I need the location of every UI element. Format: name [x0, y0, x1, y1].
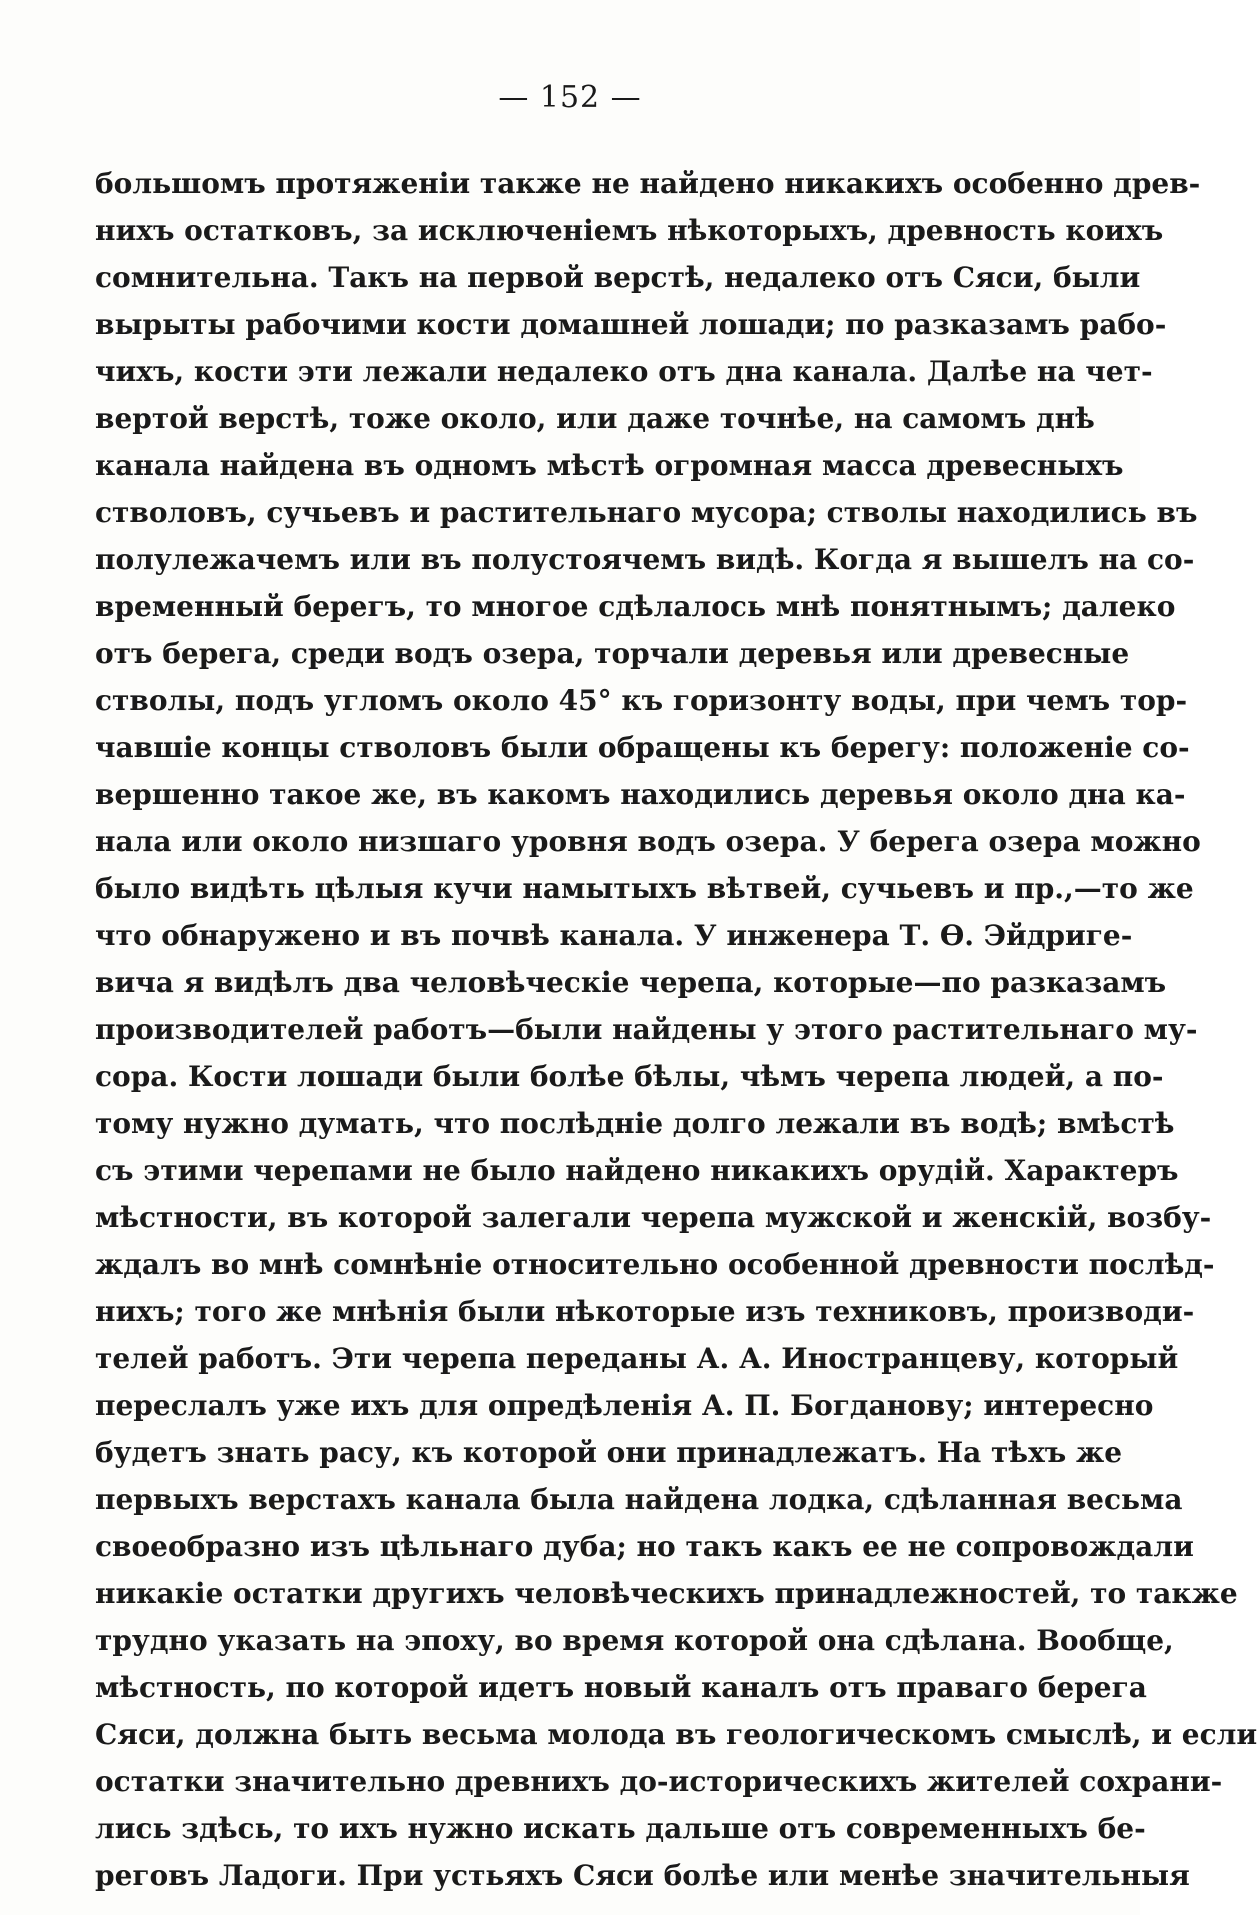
text-line: нихъ остатковъ, за исключеніемъ нѣкоторыхъ, древность коихъ: [95, 214, 1164, 247]
text-line: вершенно такое же, въ какомъ находились деревья около дна ка-: [95, 778, 1186, 811]
text-line: переслалъ уже ихъ для опредѣленія А. П. Богданову; интересно: [95, 1389, 1154, 1422]
text-line: канала найдена въ одномъ мѣстѣ огромная масса древесныхъ: [95, 449, 1124, 482]
text-line: первыхъ верстахъ канала была найдена лодка, сдѣланная весьма: [95, 1483, 1183, 1516]
text-line: нала или около низшаго уровня водъ озера. У берега озера можно: [95, 825, 1201, 858]
text-line: что обнаружено и въ почвѣ канала. У инженера Т. Ѳ. Эйдриге-: [95, 919, 1133, 952]
text-line: телей работъ. Эти черепа переданы А. А. Иностранцеву, который: [95, 1342, 1179, 1375]
text-line: лись здѣсь, то ихъ нужно искать дальше отъ современныхъ бе-: [95, 1812, 1146, 1845]
text-line: вырыты рабочими кости домашней лошади; по разказамъ рабо-: [95, 308, 1167, 341]
text-line: сомнительна. Такъ на первой верстѣ, недалеко отъ Сяси, были: [95, 261, 1141, 294]
text-line: мѣстность, по которой идетъ новый каналъ отъ праваго берега: [95, 1671, 1147, 1704]
text-line: стволовъ, сучьевъ и растительнаго мусора; стволы находились въ: [95, 496, 1198, 529]
text-line: съ этими черепами не было найдено никакихъ орудій. Характеръ: [95, 1154, 1179, 1187]
text-line: будетъ знать расу, къ которой они принадлежатъ. На тѣхъ же: [95, 1436, 1123, 1469]
text-line: сора. Кости лошади были болѣе бѣлы, чѣмъ черепа людей, а по-: [95, 1060, 1164, 1093]
text-line: вертой верстѣ, тоже около, или даже точнѣе, на самомъ днѣ: [95, 402, 1095, 435]
text-line: тому нужно думать, что послѣдніе долго лежали въ водѣ; вмѣстѣ: [95, 1107, 1175, 1140]
text-line: временный берегъ, то многое сдѣлалось мнѣ понятнымъ; далеко: [95, 590, 1176, 623]
body-text: [95, 160, 1257, 1899]
text-line: никакіе остатки другихъ человѣческихъ принадлежностей, то также: [95, 1577, 1238, 1610]
text-line: производителей работъ—были найдены у этого растительнаго му-: [95, 1013, 1198, 1046]
text-line: чихъ, кости эти лежали недалеко отъ дна канала. Далѣе на чет-: [95, 355, 1153, 388]
text-line: реговъ Ладоги. При устьяхъ Сяси болѣе или менѣе значительныя: [95, 1859, 1190, 1892]
text-line: нихъ; того же мнѣнія были нѣкоторые изъ техниковъ, производи-: [95, 1295, 1195, 1328]
text-line: чавшіе концы стволовъ были обращены къ берегу: положеніе со-: [95, 731, 1190, 764]
text-line: трудно указать на эпоху, во время которой она сдѣлана. Вообще,: [95, 1624, 1174, 1657]
text-line: вича я видѣлъ два человѣческіе черепа, которые—по разказамъ: [95, 966, 1167, 999]
text-line: Сяси, должна быть весьма молода въ геологическомъ смыслѣ, и если: [95, 1718, 1257, 1751]
text-line: полулежачемъ или въ полустоячемъ видѣ. Когда я вышелъ на со-: [95, 543, 1195, 576]
text-line: ждалъ во мнѣ сомнѣніе относительно особенной древности послѣд-: [95, 1248, 1215, 1281]
page-number: — 152 —: [498, 80, 642, 115]
text-line: большомъ протяженіи также не найдено никакихъ особенно древ-: [95, 167, 1201, 200]
text-line: своеобразно изъ цѣльнаго дуба; но такъ какъ ее не сопровождали: [95, 1530, 1194, 1563]
text-line: было видѣть цѣлыя кучи намытыхъ вѣтвей, сучьевъ и пр.,—то же: [95, 872, 1194, 905]
text-line: остатки значительно древнихъ до-историческихъ жителей сохрани-: [95, 1765, 1223, 1798]
text-line: отъ берега, среди водъ озера, торчали деревья или древесные: [95, 637, 1130, 670]
text-line: мѣстности, въ которой залегали черепа мужской и женскій, возбу-: [95, 1201, 1212, 1234]
text-line: стволы, подъ угломъ около 45° къ горизонту воды, при чемъ тор-: [95, 684, 1188, 717]
